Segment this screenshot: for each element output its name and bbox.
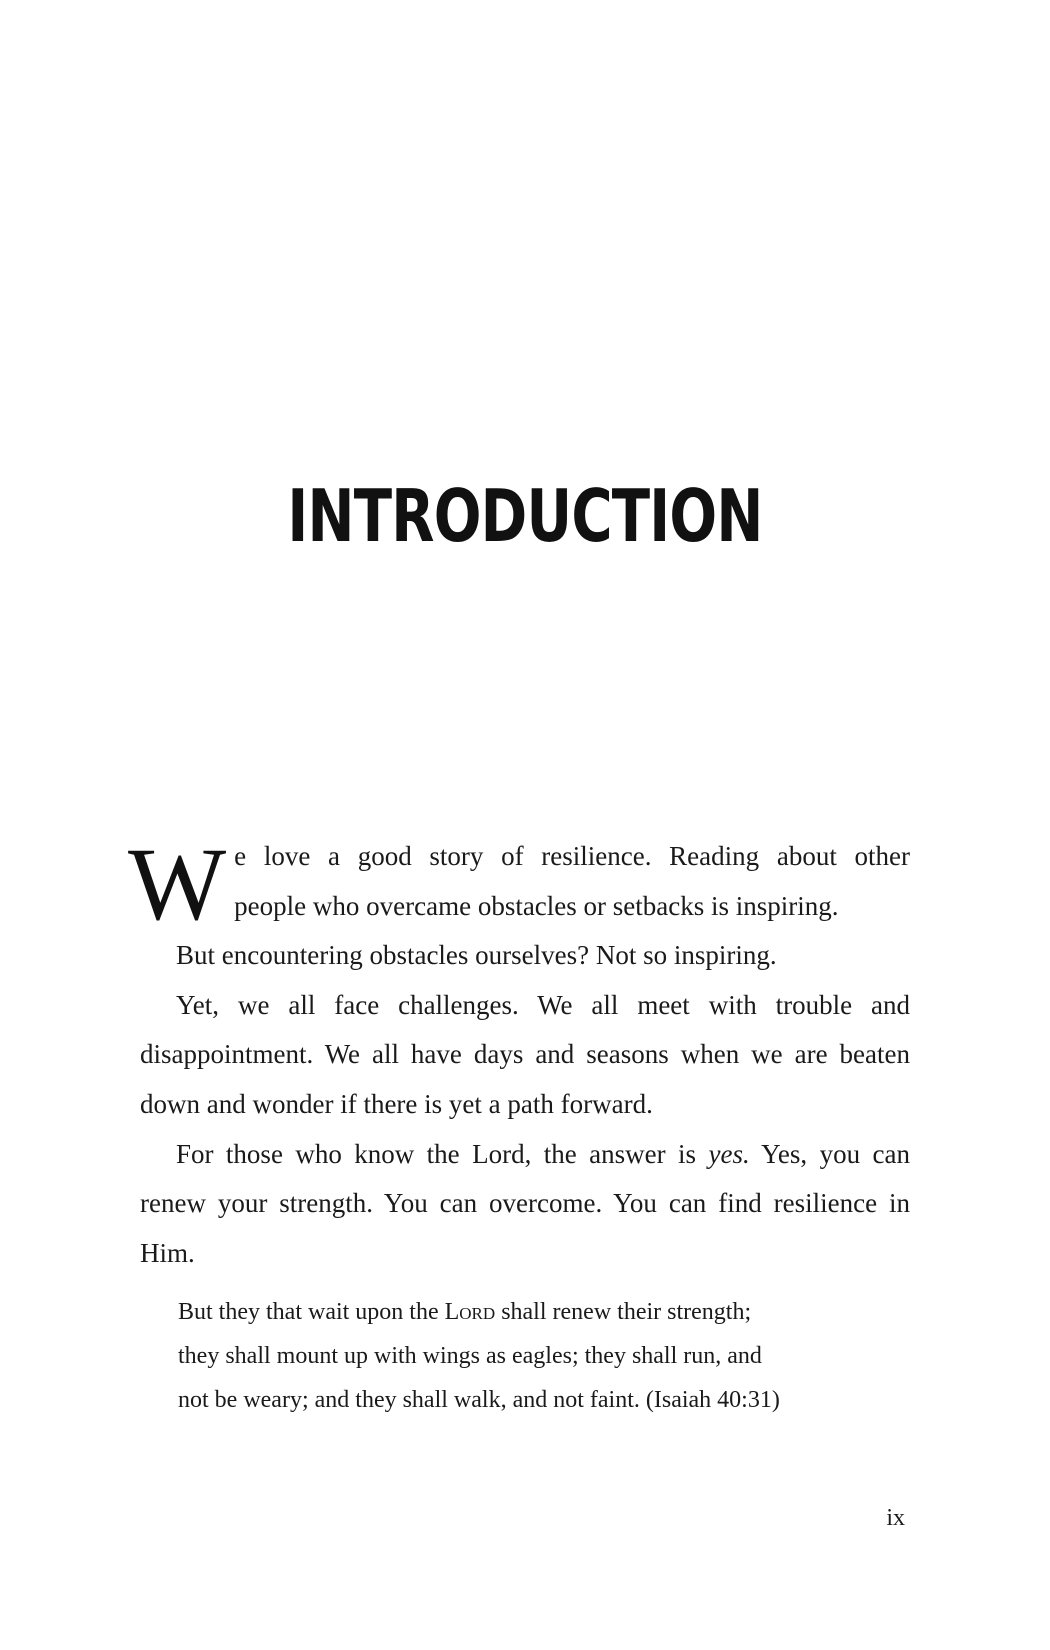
paragraph-3 (140, 1130, 910, 1279)
chapter-title: INTRODUCTION (287, 474, 763, 559)
scripture-quote (178, 1290, 878, 1422)
paragraph-1-line-2: people who overcame obstacles or setbacks is inspiring. (234, 890, 839, 921)
paragraph-2: Yet, we all face challenges. We all meet with trouble and disappointment. We all have days and seasons when we are beaten down and wonder if there is yet a path forward. (140, 989, 910, 1119)
paragraph-3-text-before: For those who know the Lord, the answer is (176, 1138, 709, 1169)
scripture-line-1-after: shall renew their strength; (495, 1299, 752, 1325)
scripture-lord: Lord (444, 1299, 496, 1325)
scripture-line-3: not be weary; and they shall walk, and not faint. (Isaiah 40:31) (178, 1387, 780, 1413)
scripture-line-1 (178, 1290, 878, 1334)
paragraph-3-emphasis: yes. (708, 1138, 750, 1169)
paragraph-1-line-1: e love a good story of resilience. Reading about other (234, 841, 910, 871)
paragraph-1 (128, 827, 910, 981)
paragraph-1-line-3: But encountering obstacles ourselves? Not so inspiring. (176, 940, 777, 971)
page-number: ix (886, 1505, 905, 1531)
drop-cap: W (128, 827, 227, 942)
paragraph-3-text-after: Yes, you can renew your strength. You can overcome. You can find resilience in Him. (140, 1138, 910, 1268)
scripture-line-2: they shall mount up with wings as eagles; they shall run, and (178, 1343, 762, 1369)
body-text (128, 827, 910, 1278)
scripture-line-1-before: But they that wait upon the (178, 1299, 445, 1325)
